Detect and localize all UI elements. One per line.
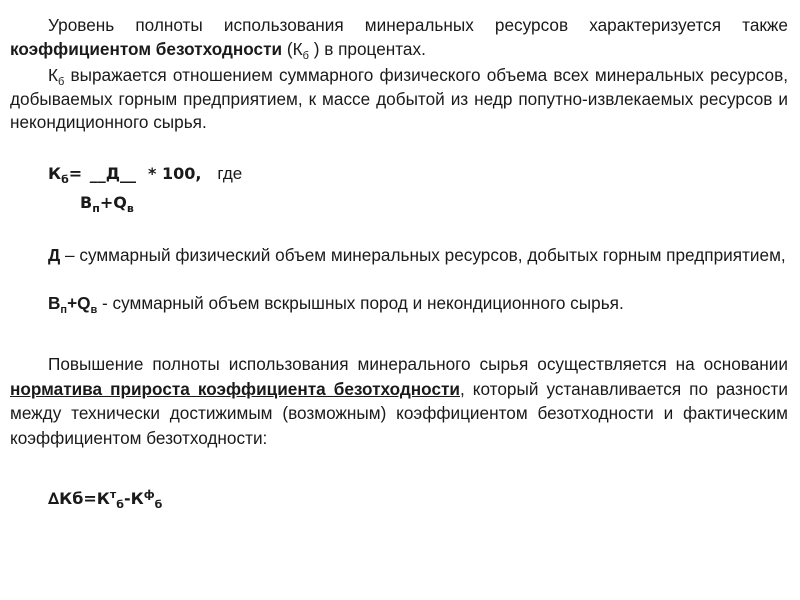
paragraph-increase: [10, 352, 788, 450]
formula2-sup-t: т: [109, 488, 117, 501]
symbol-k: К: [48, 65, 59, 85]
intro-text-2: (К: [282, 38, 303, 59]
definition-d-text: – суммарный физический объем минеральных ресурсов, добытых горным предприятием,: [60, 245, 786, 265]
den-b: В: [80, 193, 93, 212]
formula-equals: =: [68, 164, 88, 183]
formula-denominator: [80, 191, 134, 215]
formula2-sup-f: ф: [143, 488, 155, 501]
den-b-sub: п: [92, 202, 100, 215]
subscript-b: б: [58, 76, 65, 88]
term-q-sub: в: [90, 304, 98, 316]
definition-text: выражается отношением суммарного физического объема всех минеральных ресурсов, добываемых горным предприятием, к массе добытой из недр попутно-извлекаемых ресурсов и некондиционного сырья.: [10, 65, 788, 132]
term-b: В: [48, 293, 61, 313]
formula-kb: [48, 162, 242, 186]
increase-text: Повышение полноты использования минерального сырья осуществляется на основании: [48, 354, 788, 374]
term-norm: норматива прироста коэффициента безотходности: [10, 378, 460, 399]
definition-d: [10, 244, 788, 268]
definition-bq-text: - суммарный объем вскрышных пород и некондиционного сырья.: [97, 293, 624, 313]
term-d: Д: [48, 245, 61, 265]
increase-text-2: , который устанавливается по разности между технически достижимым (возможным) коэффициентом безотходности и фактическим коэффициентом безотходности:: [10, 378, 788, 448]
den-q-sub: в: [126, 202, 134, 215]
formula2-sub-b1: б: [116, 498, 124, 511]
formula-where: где: [217, 164, 243, 183]
term-coefficient: коэффициентом безотходности: [10, 38, 283, 59]
formula2-sub-b2: б: [154, 498, 163, 511]
formula-multiplier: * 100,: [148, 164, 202, 183]
term-plus-q: +Q: [67, 293, 91, 313]
definition-bq: [48, 292, 624, 316]
formula-numerator: __Д__: [89, 164, 136, 183]
subscript-b: б: [302, 49, 309, 62]
formula2-minus-k: -К: [123, 489, 144, 508]
formula2-lhs: ∆Кб=К: [48, 489, 110, 508]
paragraph-definition: [10, 64, 788, 135]
formula-lhs-sub: б: [61, 173, 69, 186]
paragraph-intro: [10, 14, 788, 61]
intro-text-3: ) в процентах.: [308, 38, 426, 59]
formula-delta-kb: [48, 487, 162, 511]
den-plus-q: +Q: [99, 193, 127, 212]
term-b-sub: п: [60, 304, 68, 316]
formula-lhs: К: [48, 164, 62, 183]
intro-text: Уровень полноты использования минеральных ресурсов характеризуется также: [48, 15, 788, 35]
